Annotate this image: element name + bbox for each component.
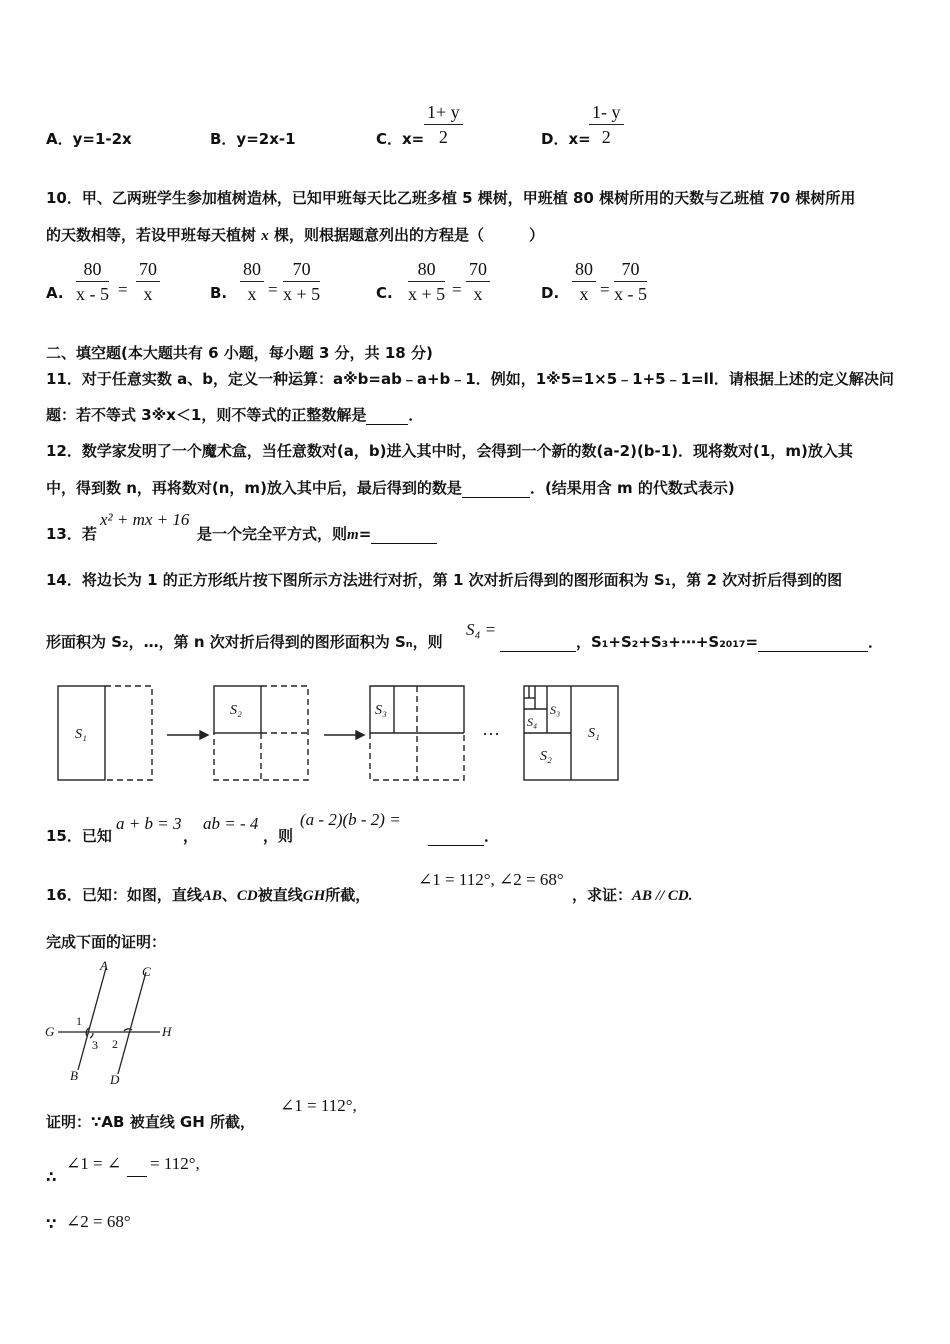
q10-stem-text-end: 棵，则根据题意列出的方程是（ ） [273, 226, 544, 244]
angle-arc-2 [124, 1029, 132, 1031]
q16-separator: 、 [221, 886, 237, 904]
equals-sign: = [600, 280, 610, 299]
fraction-denominator: x + 5 [408, 284, 446, 304]
fraction-denominator: x - 5 [76, 284, 109, 304]
q14-line1: 14．将边长为 1 的正方形纸片按下图所示方法进行对折，第 1 次对折后得到的图形面积为 S₁，第 2 次对折后得到的图 [46, 571, 843, 589]
q13-variable: m [347, 527, 359, 543]
q15-sep1: ， [183, 827, 199, 845]
q16-goal: AB // CD. [632, 888, 693, 904]
proof-line1-math: ∠1 = 112°, [280, 1096, 357, 1115]
line-cd [118, 972, 146, 1074]
q10-option-b-label: B. [210, 284, 228, 302]
fraction-denominator: x [143, 284, 153, 304]
q10-option-c-frac2 [466, 257, 490, 306]
label-h: H [162, 1024, 172, 1039]
q10-option-d-frac1 [572, 257, 596, 306]
folding-figure [50, 680, 630, 790]
q13-text: 是一个完全平方式，则 [197, 525, 348, 543]
arrow-head [200, 731, 208, 739]
q15-expr3: (a - 2)(b - 2) = [300, 810, 401, 829]
label-angle-2: 2 [112, 1037, 118, 1051]
fraction-numerator: 1- y [589, 100, 624, 125]
q15-end: ． [484, 827, 500, 845]
proof-therefore: ∴ [46, 1168, 57, 1186]
label-s4: S₄ [527, 715, 538, 729]
section-heading: 二、填空题(本大题共有 6 小题，每小题 3 分，共 18 分) [46, 344, 433, 362]
answer-blank[interactable] [127, 1176, 147, 1177]
fraction-denominator: x [579, 284, 589, 304]
label-g: G [45, 1024, 55, 1039]
fraction-denominator: 2 [438, 127, 448, 147]
q10-stem-line2 [46, 224, 544, 245]
fraction-numerator: 80 [76, 257, 109, 282]
line-ab [78, 968, 106, 1070]
q10-option-c-frac1 [408, 257, 445, 306]
q16-text: 所截， [325, 886, 371, 904]
fraction-numerator: 80 [408, 257, 445, 282]
answer-blank[interactable] [500, 633, 576, 652]
answer-blank[interactable] [366, 406, 408, 425]
q13-prefix: 13．若 [46, 525, 97, 543]
ellipsis: ··· [482, 724, 500, 744]
q13-expression: x² + mx + 16 [100, 510, 190, 529]
q11-line1: 11．对于任意实数 a、b，定义一种运算：a※b=ab﹣a+b﹣1．例如，1※5=1×5﹣1+5﹣1=ll．请根据上述的定义解决问 [46, 370, 894, 388]
q9-option-b: B．y=2x-1 [210, 130, 296, 148]
answer-blank[interactable] [758, 633, 868, 652]
q15-expr2: ab = - 4 [203, 814, 259, 833]
q12-line2 [46, 477, 735, 498]
q11-end: ． [408, 406, 424, 424]
equals-sign: = [118, 280, 128, 299]
label-s2: S₂ [540, 749, 552, 764]
parallel-lines-figure [40, 958, 190, 1088]
fraction-denominator: 2 [601, 127, 611, 147]
q16-stem [46, 884, 370, 905]
q9-option-d-fraction [589, 100, 624, 149]
answer-blank[interactable] [371, 525, 437, 544]
q11-line2 [46, 404, 423, 425]
label-s1: S₁ [75, 727, 87, 742]
label-s1: S₁ [588, 726, 600, 741]
label-angle-1: 1 [76, 1014, 82, 1028]
q14-line2-rest [500, 631, 883, 652]
fraction-numerator: 70 [614, 257, 647, 282]
equals-sign: = [452, 280, 462, 299]
q16-line-cd: CD [236, 888, 258, 904]
q9-option-a: A．y=1-2x [46, 130, 132, 148]
q10-option-d-frac2 [614, 257, 647, 306]
q16-prove [572, 884, 692, 905]
q16-complete-proof: 完成下面的证明： [46, 933, 167, 951]
q10-option-d-label: D. [541, 284, 560, 302]
label-c: C [142, 964, 151, 979]
fraction-denominator: x [247, 284, 257, 304]
q15-sep2: ，则 [263, 827, 294, 845]
fraction-denominator: x [473, 284, 483, 304]
q14-sum-text: ，S₁+S₂+S₃+⋯+S₂₀₁₇= [576, 633, 759, 651]
arrow-head [356, 731, 364, 739]
q10-variable: x [261, 228, 269, 244]
fraction-numerator: 80 [240, 257, 264, 282]
q10-stem-line1: 10．甲、乙两班学生参加植树造林，已知甲班每天比乙班多植 5 棵树，甲班植 80 棵树所用的天数与乙班植 70 棵树所用 [46, 189, 856, 207]
proof-line1-text: 证明：∵AB 被直线 GH 所截， [46, 1113, 256, 1131]
q12-text: 中，得到数 n，再将数对(n，m)放入其中后，最后得到的数是 [46, 479, 462, 497]
label-a: A [100, 958, 108, 973]
q10-option-b-frac2 [283, 257, 320, 306]
answer-blank[interactable] [462, 479, 530, 498]
answer-blank[interactable] [428, 827, 484, 846]
q9-option-d: D．x= [541, 130, 591, 148]
fraction-numerator: 1+ y [424, 100, 463, 125]
q9-option-c-fraction [424, 100, 463, 149]
label-d: D [110, 1072, 120, 1087]
q13-line [197, 523, 437, 544]
q16-text: ，求证： [572, 886, 633, 904]
fold-dashed-half [105, 686, 152, 780]
fraction-numerator: 80 [572, 257, 596, 282]
q12-text-end: ．(结果用含 m 的代数式表示) [529, 479, 735, 497]
fraction-numerator: 70 [466, 257, 490, 282]
label-s3: S₃ [375, 703, 387, 718]
q14-line2-pre: 形面积为 S₂，…，第 n 次对折后得到的图形面积为 Sₙ，则 [46, 633, 443, 651]
q10-option-c-label: C. [376, 284, 393, 302]
label-s2: S₂ [230, 703, 242, 718]
q16-text: 16．已知：如图，直线 [46, 886, 202, 904]
q9-option-c: C．x= [376, 130, 425, 148]
q14-s4: S₄ = [466, 620, 497, 639]
q16-line-gh: GH [302, 888, 326, 904]
proof-line2-math-a: ∠1 = ∠ [66, 1154, 122, 1173]
proof-line2-math-b: = 112°, [150, 1154, 200, 1173]
q15-expr1: a + b = 3 [116, 814, 182, 833]
equals-sign: = [268, 280, 278, 299]
q16-angles: ∠1 = 112°, ∠2 = 68° [418, 870, 564, 889]
fraction-numerator: 70 [136, 257, 160, 282]
q10-option-a-label: A. [46, 284, 64, 302]
proof-line3-math: ∠2 = 68° [66, 1212, 131, 1231]
q10-option-a-frac1 [76, 257, 109, 306]
label-s3: S₃ [550, 703, 561, 717]
q16-text: 被直线 [257, 886, 303, 904]
fraction-denominator: x - 5 [614, 284, 647, 304]
label-b: B [70, 1068, 78, 1083]
q15-answer [428, 825, 499, 846]
q15-prefix: 15．已知 [46, 827, 112, 845]
q16-line-ab: AB [201, 888, 222, 904]
label-angle-3: 3 [92, 1038, 98, 1052]
q10-option-b-frac1 [240, 257, 264, 306]
q11-text: 题：若不等式 3※x＜1，则不等式的正整数解是 [46, 406, 367, 424]
q13-equals: = [358, 525, 372, 543]
fraction-numerator: 70 [283, 257, 320, 282]
q14-end: ． [868, 633, 884, 651]
q10-stem-text: 的天数相等，若设甲班每天植树 [46, 226, 257, 244]
q12-line1: 12．数学家发明了一个魔术盒，当任意数对(a，b)进入其中时，会得到一个新的数(a-2)(b-1)．现将数对(1，m)放入其 [46, 442, 853, 460]
q10-option-a-frac2 [136, 257, 160, 306]
fraction-denominator: x + 5 [283, 284, 321, 304]
proof-because: ∵ [46, 1215, 57, 1233]
